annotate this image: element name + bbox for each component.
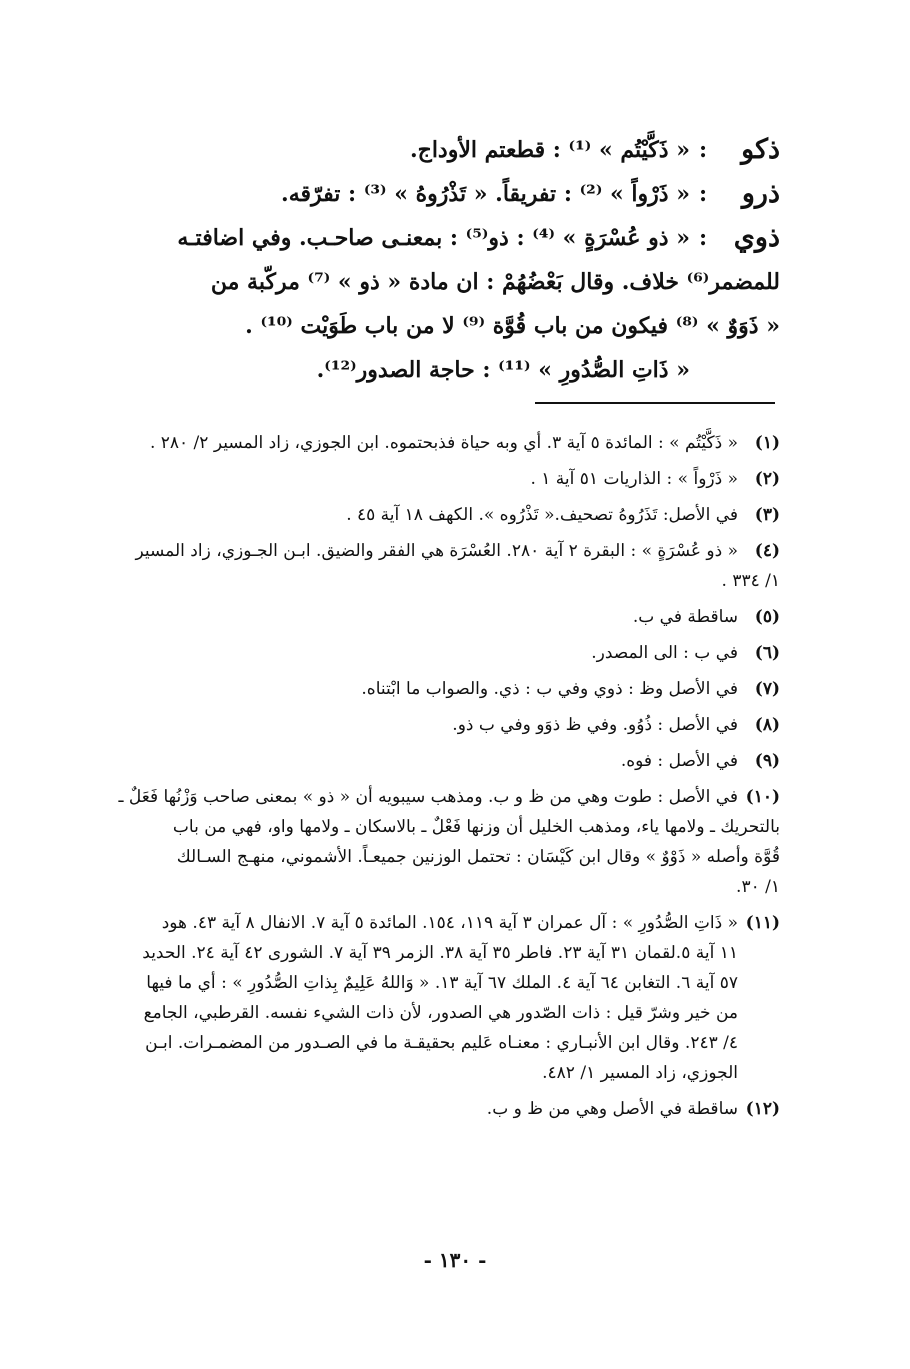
footnote-line: ساقطة في ب.	[632, 607, 738, 627]
footnote-7	[105, 674, 780, 704]
footnote-text	[105, 674, 738, 704]
footnote-6	[105, 638, 780, 668]
footnote-4	[105, 536, 780, 596]
dictionary-entries	[105, 128, 780, 392]
footnote-text	[105, 710, 738, 740]
entry-line: « ذَرْواً » ⁽²⁾ : تفريقاً. « تَذْرُوهُ » ⁽³⁾ : تفرّقه.	[281, 181, 690, 207]
entry-colon: :	[698, 225, 708, 251]
footnote-line: بالتحريك ـ ولامها ياء، ومذهب الخليل أن وزنها فَعْلٌ ـ بالاسكان ـ ولامها واو، فهي من باب	[172, 817, 780, 837]
footnote-line: في الأصل: تَذَرُوهُ تصحيف.« تَذْرُوه ». الكهف ١٨ آية ٤٥ .	[346, 505, 738, 525]
footnote-line: في الأصل : ذُوُو. وفي ظ ذوَو وفي ب ذو.	[452, 715, 738, 735]
entry-line: للمضمر⁽⁶⁾ خلاف. وقال بَعْضُهُمْ : ان مادة « ذو » ⁽⁷⁾ مركّبة من	[210, 269, 780, 295]
footnote-line: في الأصل وظ : ذوي وفي ب : ذي. والصواب ما ابْتناه.	[361, 679, 738, 699]
entry-head: ذرو	[741, 178, 780, 209]
footnote-text	[105, 908, 738, 1088]
footnote-text	[105, 602, 738, 632]
footnote-line: ٥٧ آية ٦. التغابن ٦٤ آية ٤. الملك ٦٧ آية ١٣. « وَاللهُ عَلِيمٌ بِذاتِ الصُّدُورِ » : أي ما فيها	[146, 973, 738, 993]
footnote-number: (٧)	[754, 679, 780, 699]
footnote-text	[105, 428, 738, 458]
footnote-line: قُوَّة وأصله « ذَوْوٌ » وقال ابن كَيْسَان : تحتمل الوزنين جميعـاً. الأشموني، منهـج السـالك	[176, 847, 780, 867]
footnotes	[105, 428, 780, 1130]
entry-line: « ذو عُسْرَةٍ » ⁽⁴⁾ : ذو⁽⁵⁾ : بمعنـى صاحـب. وفي اضافتـه	[177, 225, 690, 251]
footnote-text	[105, 1094, 738, 1124]
footnote-number: (٣)	[754, 505, 780, 525]
footnote-text	[105, 500, 738, 530]
footnote-text	[105, 536, 780, 596]
footnote-11	[105, 908, 780, 1088]
footnote-10	[105, 782, 780, 902]
footnote-line: في الأصل : فوه.	[620, 751, 738, 771]
footnote-text	[105, 464, 738, 494]
footnote-line: الجوزي، زاد المسير ١/ ٤٨٢.	[542, 1063, 738, 1083]
entry-line: « ذَوَوٌ » ⁽⁸⁾ فيكون من باب قُوَّة ⁽⁹⁾ لا من باب طَوَيْت ⁽¹⁰⁾ .	[245, 313, 780, 339]
entry-colon: :	[698, 137, 708, 163]
footnote-line: في ب : الى المصدر.	[591, 643, 738, 663]
entry-dhwy	[105, 216, 780, 392]
page-number: - ١٣٠ -	[423, 1248, 487, 1272]
footnote-number: (٦)	[754, 643, 780, 663]
entry-body	[105, 128, 690, 172]
footnote-line: « ذَكَّيْتُم » : المائدة ٥ آية ٣. أي وبه حياة فذبحتموه. ابن الجوزي، زاد المسير ٢/ ٢٨٠ .	[149, 433, 738, 453]
footnote-number: (٥)	[754, 607, 780, 627]
footnote-line: في الأصل : طوت وهي من ظ و ب. ومذهب سيبويه أن « ذو » بمعنى صاحب وَزْنُها فَعَلٌ ـ	[118, 787, 738, 807]
footnote-divider	[535, 402, 775, 404]
footnote-9	[105, 746, 780, 776]
footnote-number: (١)	[754, 433, 780, 453]
footnote-number: (١٢)	[745, 1099, 780, 1119]
footnote-line: ١١ آية ٥.لقمان ٣١ آية ٢٣. فاطر ٣٥ آية ٣٨. الزمر ٣٩ آية ٧. الشورى ٤٢ آية ٢٤. الحديد	[142, 943, 738, 963]
footnote-2	[105, 464, 780, 494]
footnote-line: « ذَرْواً » : الذاريات ٥١ آية ١ .	[530, 469, 738, 489]
entry-dhrw	[105, 172, 780, 216]
footnote-line: ٤/ ٢٤٣. وقال ابن الأنبـاري : معنـاه عَليم بحقيقـة ما في الصـدور من المضمـرات. ابـن	[145, 1033, 738, 1053]
footnote-line: ساقطة في الأصل وهي من ظ و ب.	[486, 1099, 738, 1119]
entry-line: « ذَاتِ الصُّدُورِ » ⁽¹¹⁾ : حاجة الصدور⁽¹²⁾.	[316, 357, 690, 383]
footnote-number: (٤)	[754, 541, 780, 561]
footnote-1	[105, 428, 780, 458]
footnote-line: من خير وشرّ قيل : ذات الصّدور هي الصدور، لأن ذات الشيء نفسه. القرطبي، الجامع	[143, 1003, 738, 1023]
footnote-number: (٩)	[754, 751, 780, 771]
footnote-3	[105, 500, 780, 530]
footnote-number: (٢)	[754, 469, 780, 489]
entry-head: ذكو	[741, 134, 780, 165]
entry-head: ذوي	[733, 222, 780, 253]
entry-dhkw	[105, 128, 780, 172]
footnote-text	[105, 638, 738, 668]
footnote-line: « ذَاتِ الصُّدُورِ » : آل عمران ٣ آية ١١٩، ١٥٤. المائدة ٥ آية ٧. الانفال ٨ آية ٤٣. هود	[161, 913, 738, 933]
footnote-line: ١/ ٣٣٤ .	[721, 571, 780, 591]
entry-body	[105, 172, 690, 216]
footnote-12	[105, 1094, 780, 1124]
entry-colon: :	[698, 181, 708, 207]
entry-line: « ذَكَّيْتُم » ⁽¹⁾ : قطعتم الأوداج.	[409, 137, 690, 163]
footnote-number: (٨)	[754, 715, 780, 735]
footnote-line: ١/ ٣٠.	[736, 877, 780, 897]
footnote-number: (١٠)	[745, 787, 780, 807]
footnote-5	[105, 602, 780, 632]
footnote-text	[105, 746, 738, 776]
footnote-number: (١١)	[745, 913, 780, 933]
footnote-line: « ذو عُسْرَةٍ » : البقرة ٢ آية ٢٨٠. العُسْرَة هي الفقر والضيق. ابـن الجـوزي، زاد المسير	[135, 541, 738, 561]
footnote-8	[105, 710, 780, 740]
